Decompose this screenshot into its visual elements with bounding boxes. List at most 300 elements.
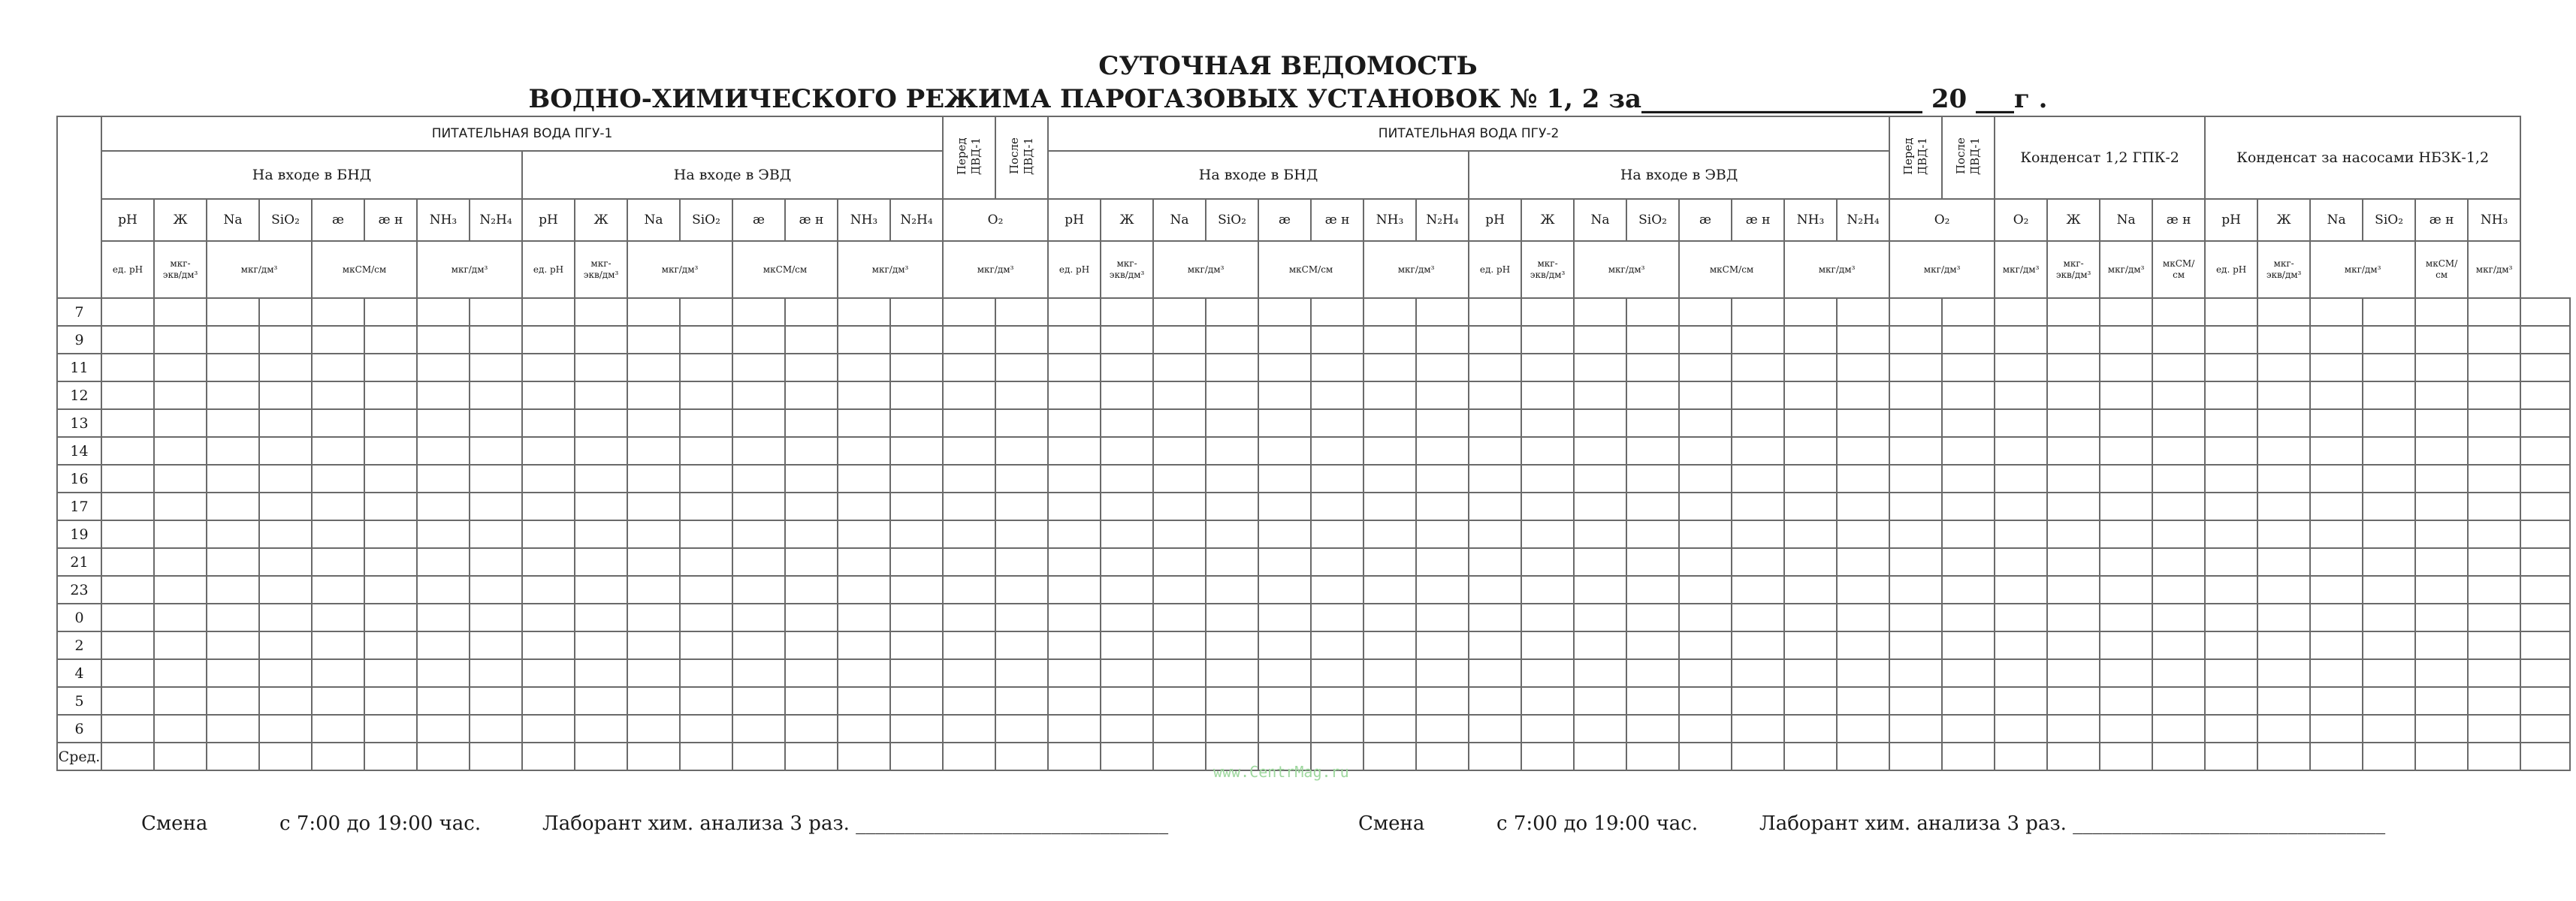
entry-cell <box>1521 687 1574 715</box>
entry-cell <box>1363 659 1416 687</box>
nbzk-param-sio2: SiO₂ <box>2363 199 2415 241</box>
entry-cell <box>1206 715 1258 743</box>
entry-cell <box>2100 409 2152 437</box>
entry-cell <box>627 659 680 687</box>
entry-cell <box>1521 548 1574 576</box>
entry-cell <box>1258 631 1311 659</box>
pgu2-evd-unit-zh: мкг- экв/дм³ <box>1521 241 1574 298</box>
entry-cell <box>627 604 680 631</box>
entry-cell <box>838 743 890 770</box>
water-chemistry-table <box>56 116 2571 771</box>
entry-cell <box>890 715 943 743</box>
entry-cell <box>995 659 1048 687</box>
entry-cell <box>680 493 732 520</box>
entry-cell <box>2152 743 2205 770</box>
watermark: www.CentrMag.ru <box>1213 763 1349 781</box>
entry-cell <box>2205 715 2257 743</box>
entry-cell <box>2520 631 2570 659</box>
entry-cell <box>1574 743 1626 770</box>
entry-cell <box>680 381 732 409</box>
entry-cell <box>2310 715 2363 743</box>
nbzk-param-aen: æ н <box>2415 199 2468 241</box>
entry-cell <box>2152 381 2205 409</box>
entry-cell <box>2468 298 2520 326</box>
entry-cell <box>1416 437 1469 465</box>
entry-cell <box>1206 437 1258 465</box>
entry-cell <box>732 687 785 715</box>
pgu2-bnd-param-sio2: SiO₂ <box>1206 199 1258 241</box>
entry-cell <box>2363 354 2415 381</box>
hour-header-cell <box>57 116 101 298</box>
entry-cell <box>1048 604 1101 631</box>
entry-cell <box>1521 437 1574 465</box>
entry-cell <box>1153 659 1206 687</box>
entry-cell <box>101 298 154 326</box>
entry-cell <box>785 576 838 604</box>
entry-cell <box>1784 326 1837 354</box>
entry-cell <box>1206 548 1258 576</box>
entry-cell <box>1995 493 2047 520</box>
entry-cell <box>838 493 890 520</box>
entry-cell <box>1889 659 1942 687</box>
entry-cell <box>1153 354 1206 381</box>
entry-cell <box>1626 465 1679 493</box>
entry-cell <box>627 520 680 548</box>
entry-cell <box>627 548 680 576</box>
entry-cell <box>522 298 575 326</box>
entry-cell <box>1837 576 1889 604</box>
entry-cell <box>2415 465 2468 493</box>
entry-cell <box>1521 409 1574 437</box>
entry-cell <box>1679 520 1732 548</box>
entry-cell <box>890 576 943 604</box>
pgu1-bnd-param-n2h4: N₂H₄ <box>470 199 522 241</box>
entry-cell <box>2047 493 2100 520</box>
entry-cell <box>995 493 1048 520</box>
entry-cell <box>1732 409 1784 437</box>
entry-cell <box>417 631 470 659</box>
entry-cell <box>2363 326 2415 354</box>
entry-cell <box>207 604 259 631</box>
entry-cell <box>1521 326 1574 354</box>
pgu2-bnd-header: На входе в БНД <box>1048 151 1469 199</box>
entry-cell <box>1784 437 1837 465</box>
entry-cell <box>1889 576 1942 604</box>
entry-cell <box>995 631 1048 659</box>
entry-cell <box>1732 576 1784 604</box>
pgu1-evd-param-zh: Ж <box>575 199 627 241</box>
entry-cell <box>1469 381 1521 409</box>
entry-cell <box>1679 298 1732 326</box>
entry-cell <box>2310 743 2363 770</box>
document-subtitle: ВОДНО-ХИМИЧЕСКОГО РЕЖИМА ПАРОГАЗОВЫХ УСТАНОВОК № 1, 2 за______________________ 20 ___г . <box>528 84 2048 114</box>
entry-cell <box>1206 576 1258 604</box>
entry-cell <box>890 381 943 409</box>
entry-cell <box>1363 604 1416 631</box>
entry-cell <box>575 659 627 687</box>
entry-cell <box>627 465 680 493</box>
entry-cell <box>1416 298 1469 326</box>
entry-cell <box>2152 409 2205 437</box>
entry-cell <box>1784 409 1837 437</box>
entry-cell <box>995 409 1048 437</box>
entry-cell <box>1889 354 1942 381</box>
entry-cell <box>1048 631 1101 659</box>
entry-cell <box>2152 354 2205 381</box>
entry-cell <box>2363 437 2415 465</box>
entry-cell <box>1258 687 1311 715</box>
entry-cell <box>2415 631 2468 659</box>
entry-cell <box>1469 548 1521 576</box>
entry-cell <box>732 743 785 770</box>
entry-cell <box>1942 465 1995 493</box>
entry-cell <box>2205 604 2257 631</box>
pgu2-evd-header: На входе в ЭВД <box>1469 151 1889 199</box>
entry-cell <box>785 520 838 548</box>
entry-cell <box>312 631 364 659</box>
entry-cell <box>2100 465 2152 493</box>
entry-cell <box>2363 687 2415 715</box>
entry-cell <box>259 659 312 687</box>
entry-cell <box>2205 381 2257 409</box>
entry-cell <box>1574 659 1626 687</box>
entry-cell <box>680 743 732 770</box>
entry-cell <box>1679 381 1732 409</box>
entry-cell <box>627 715 680 743</box>
entry-cell <box>2152 465 2205 493</box>
pgu1-bnd-param-sio2: SiO₂ <box>259 199 312 241</box>
entry-cell <box>1889 298 1942 326</box>
entry-cell <box>1206 687 1258 715</box>
entry-cell <box>364 576 417 604</box>
entry-cell <box>943 659 995 687</box>
entry-cell <box>2152 298 2205 326</box>
entry-cell <box>470 520 522 548</box>
entry-cell <box>1311 409 1363 437</box>
pgu1-param-o2: O₂ <box>943 199 1048 241</box>
entry-cell <box>1048 493 1101 520</box>
entry-cell <box>1206 493 1258 520</box>
entry-cell <box>1837 520 1889 548</box>
entry-cell <box>470 493 522 520</box>
entry-cell <box>575 631 627 659</box>
entry-cell <box>1626 659 1679 687</box>
entry-cell <box>2520 381 2570 409</box>
entry-cell <box>259 493 312 520</box>
entry-cell <box>1416 604 1469 631</box>
entry-cell <box>2415 576 2468 604</box>
entry-cell <box>2520 687 2570 715</box>
entry-cell <box>1574 604 1626 631</box>
entry-cell <box>575 604 627 631</box>
entry-cell <box>732 381 785 409</box>
pgu1-bnd-param-ph: pH <box>101 199 154 241</box>
entry-cell <box>1101 604 1153 631</box>
hour-label: 2 <box>57 631 101 659</box>
entry-cell <box>522 520 575 548</box>
entry-cell <box>417 465 470 493</box>
entry-cell <box>785 659 838 687</box>
entry-cell <box>1311 548 1363 576</box>
entry-cell <box>1101 298 1153 326</box>
entry-cell <box>259 520 312 548</box>
section-condensate-nbzk: Конденсат за насосами НБЗК-1,2 <box>2205 116 2520 199</box>
entry-cell <box>2257 604 2310 631</box>
entry-cell <box>1732 604 1784 631</box>
entry-cell <box>364 548 417 576</box>
table-row <box>57 465 2570 493</box>
entry-cell <box>207 548 259 576</box>
entry-cell <box>1311 659 1363 687</box>
entry-cell <box>1206 409 1258 437</box>
pgu2-evd-unit-na-sio2: мкг/дм³ <box>1574 241 1679 298</box>
table-row <box>57 631 2570 659</box>
entry-cell <box>1153 409 1206 437</box>
entry-cell <box>1311 326 1363 354</box>
entry-cell <box>1995 409 2047 437</box>
entry-cell <box>1521 631 1574 659</box>
entry-cell <box>154 354 207 381</box>
entry-cell <box>2152 631 2205 659</box>
entry-cell <box>1889 548 1942 576</box>
entry-cell <box>2415 437 2468 465</box>
entry-cell <box>1469 409 1521 437</box>
entry-cell <box>1101 548 1153 576</box>
entry-cell <box>2205 520 2257 548</box>
entry-cell <box>1679 437 1732 465</box>
entry-cell <box>995 326 1048 354</box>
entry-cell <box>680 326 732 354</box>
entry-cell <box>2520 520 2570 548</box>
entry-cell <box>207 381 259 409</box>
entry-cell <box>1784 493 1837 520</box>
entry-cell <box>207 631 259 659</box>
entry-cell <box>207 659 259 687</box>
entry-cell <box>2468 437 2520 465</box>
entry-cell <box>522 715 575 743</box>
entry-cell <box>1416 409 1469 437</box>
nbzk-param-zh: Ж <box>2257 199 2310 241</box>
footer-lab-signature-2: Лаборант хим. анализа 3 раз. ________________________________ <box>1759 812 2386 835</box>
entry-cell <box>1101 520 1153 548</box>
entry-cell <box>312 493 364 520</box>
pgu2-bnd-param-n2h4: N₂H₄ <box>1416 199 1469 241</box>
entry-cell <box>1363 326 1416 354</box>
entry-cell <box>1995 743 2047 770</box>
document-title: СУТОЧНАЯ ВЕДОМОСТЬ <box>1098 51 1478 81</box>
entry-cell <box>417 520 470 548</box>
entry-cell <box>2205 659 2257 687</box>
entry-cell <box>207 326 259 354</box>
entry-cell <box>1889 631 1942 659</box>
entry-cell <box>312 548 364 576</box>
entry-cell <box>785 326 838 354</box>
entry-cell <box>785 298 838 326</box>
entry-cell <box>1679 465 1732 493</box>
pgu1-bnd-param-zh: Ж <box>154 199 207 241</box>
entry-cell <box>732 465 785 493</box>
entry-cell <box>1521 576 1574 604</box>
entry-cell <box>785 465 838 493</box>
entry-cell <box>943 604 995 631</box>
entry-cell <box>417 493 470 520</box>
nbzk-unit-aen: мкСМ/ см <box>2415 241 2468 298</box>
entry-cell <box>2310 604 2363 631</box>
entry-cell <box>1048 437 1101 465</box>
entry-cell <box>2100 381 2152 409</box>
entry-cell <box>732 604 785 631</box>
entry-cell <box>943 493 995 520</box>
entry-cell <box>785 687 838 715</box>
pgu1-bnd-param-nh3: NH₃ <box>417 199 470 241</box>
table-row <box>57 520 2570 548</box>
entry-cell <box>470 576 522 604</box>
entry-cell <box>2152 493 2205 520</box>
entry-cell <box>154 493 207 520</box>
entry-cell <box>364 326 417 354</box>
entry-cell <box>2152 437 2205 465</box>
entry-cell <box>1258 409 1311 437</box>
entry-cell <box>259 715 312 743</box>
entry-cell <box>1258 576 1311 604</box>
entry-cell <box>2310 659 2363 687</box>
entry-cell <box>259 298 312 326</box>
entry-cell <box>890 548 943 576</box>
entry-cell <box>259 576 312 604</box>
entry-cell <box>2047 326 2100 354</box>
pgu2-bnd-unit-zh: мкг- экв/дм³ <box>1101 241 1153 298</box>
entry-cell <box>1206 354 1258 381</box>
entry-cell <box>2257 465 2310 493</box>
entry-cell <box>2468 520 2520 548</box>
entry-cell <box>995 687 1048 715</box>
pgu2-evd-param-n2h4: N₂H₄ <box>1837 199 1889 241</box>
entry-cell <box>101 437 154 465</box>
entry-cell <box>2205 354 2257 381</box>
pgu1-evd-unit-conductivity: мкСМ/см <box>732 241 838 298</box>
entry-cell <box>1942 743 1995 770</box>
entry-cell <box>1416 548 1469 576</box>
entry-cell <box>522 743 575 770</box>
entry-cell <box>1732 493 1784 520</box>
entry-cell <box>1206 298 1258 326</box>
entry-cell <box>2520 465 2570 493</box>
entry-cell <box>838 687 890 715</box>
entry-cell <box>259 437 312 465</box>
entry-cell <box>1363 520 1416 548</box>
entry-cell <box>2257 381 2310 409</box>
entry-cell <box>1101 576 1153 604</box>
entry-cell <box>101 631 154 659</box>
entry-cell <box>1574 326 1626 354</box>
entry-cell <box>2310 520 2363 548</box>
entry-cell <box>785 381 838 409</box>
entry-cell <box>364 409 417 437</box>
entry-cell <box>1206 604 1258 631</box>
entry-cell <box>259 326 312 354</box>
entry-cell <box>522 576 575 604</box>
entry-cell <box>417 437 470 465</box>
entry-cell <box>1889 493 1942 520</box>
entry-cell <box>1574 298 1626 326</box>
section-condensate-gpk: Конденсат 1,2 ГПК-2 <box>1995 116 2205 199</box>
entry-cell <box>680 715 732 743</box>
entry-cell <box>470 381 522 409</box>
entry-cell <box>1206 631 1258 659</box>
pgu2-evd-unit-conductivity: мкСМ/см <box>1679 241 1784 298</box>
entry-cell <box>1574 576 1626 604</box>
entry-cell <box>838 381 890 409</box>
entry-cell <box>312 437 364 465</box>
entry-cell <box>1521 465 1574 493</box>
entry-cell <box>1416 687 1469 715</box>
entry-cell <box>838 298 890 326</box>
entry-cell <box>1416 715 1469 743</box>
entry-cell <box>943 326 995 354</box>
pgu2-bnd-unit-ph: ед. pH <box>1048 241 1101 298</box>
entry-cell <box>890 631 943 659</box>
gpk-unit-na: мкг/дм³ <box>2100 241 2152 298</box>
entry-cell <box>890 326 943 354</box>
entry-cell <box>1469 520 1521 548</box>
table-row <box>57 604 2570 631</box>
table-row <box>57 687 2570 715</box>
table-row <box>57 354 2570 381</box>
entry-cell <box>1626 409 1679 437</box>
entry-cell <box>995 548 1048 576</box>
entry-cell <box>2520 604 2570 631</box>
entry-cell <box>312 604 364 631</box>
entry-cell <box>2310 298 2363 326</box>
entry-cell <box>680 604 732 631</box>
entry-cell <box>2205 743 2257 770</box>
entry-cell <box>732 548 785 576</box>
entry-cell <box>1732 631 1784 659</box>
entry-cell <box>1363 354 1416 381</box>
entry-cell <box>1574 409 1626 437</box>
hour-label: 4 <box>57 659 101 687</box>
entry-cell <box>364 493 417 520</box>
pgu2-bnd-unit-na-sio2: мкг/дм³ <box>1153 241 1258 298</box>
entry-cell <box>1837 354 1889 381</box>
entry-cell <box>364 715 417 743</box>
pgu2-unit-o2: мкг/дм³ <box>1889 241 1995 298</box>
entry-cell <box>259 687 312 715</box>
pgu1-bnd-param-ae: æ <box>312 199 364 241</box>
entry-cell <box>1679 548 1732 576</box>
entry-cell <box>1995 437 2047 465</box>
entry-cell <box>364 604 417 631</box>
entry-cell <box>1626 576 1679 604</box>
hour-label: 17 <box>57 493 101 520</box>
section-pgu2-before-dvd: Перед ДВД-1 <box>1889 116 1942 199</box>
entry-cell <box>364 687 417 715</box>
entry-cell <box>2415 409 2468 437</box>
entry-cell <box>785 715 838 743</box>
pgu1-bnd-unit-na-sio2: мкг/дм³ <box>207 241 312 298</box>
entry-cell <box>1942 520 1995 548</box>
entry-cell <box>2363 576 2415 604</box>
entry-cell <box>1363 493 1416 520</box>
entry-cell <box>1942 631 1995 659</box>
entry-cell <box>1521 298 1574 326</box>
entry-cell <box>627 631 680 659</box>
entry-cell <box>470 715 522 743</box>
entry-cell <box>732 437 785 465</box>
entry-cell <box>1732 520 1784 548</box>
entry-cell <box>2257 715 2310 743</box>
entry-cell <box>522 604 575 631</box>
